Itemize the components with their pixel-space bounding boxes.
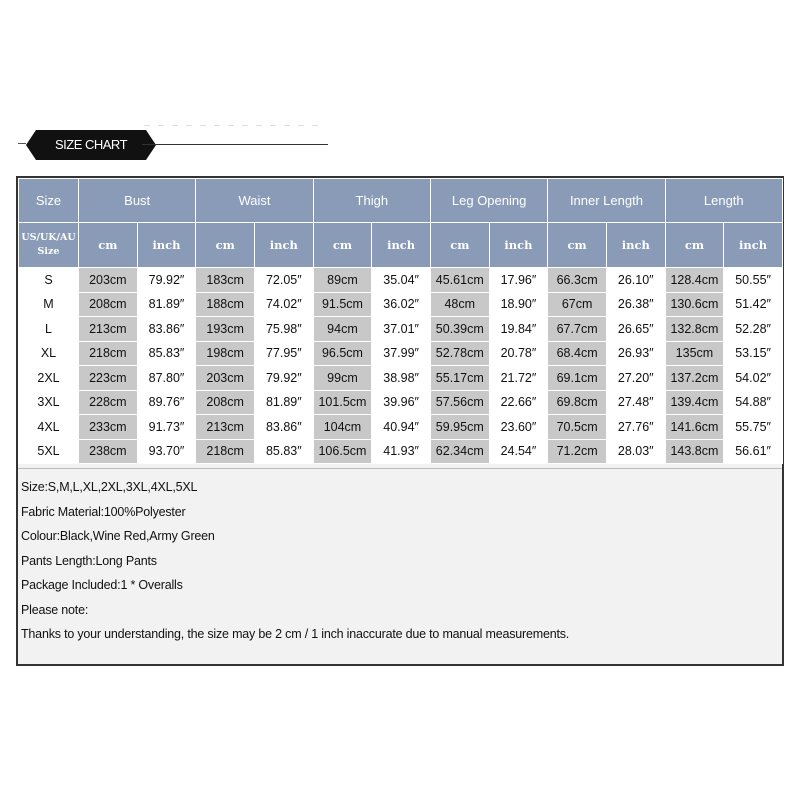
measurement-cell: 213cm (79, 317, 138, 342)
unit-cm-header: cm (665, 223, 724, 268)
size-table-body (19, 268, 783, 464)
measurement-cell: 51.42″ (724, 292, 783, 317)
measurement-cell: 26.93″ (606, 341, 665, 366)
note-line: Pants Length:Long Pants (21, 553, 157, 568)
unit-header-row (19, 223, 783, 268)
region-label: US/UK/AU (21, 232, 76, 243)
group-header-waist: Waist (196, 179, 313, 223)
measurement-cell: 143.8cm (665, 439, 724, 464)
measurement-cell: 20.78″ (489, 341, 548, 366)
measurement-cell: 37.99″ (372, 341, 431, 366)
measurement-cell: 87.80″ (137, 366, 196, 391)
unit-cm-header: cm (196, 223, 255, 268)
measurement-cell: 139.4cm (665, 390, 724, 415)
size-cell: S (19, 268, 79, 293)
banner-dash (18, 143, 26, 144)
measurement-cell: 94cm (313, 317, 372, 342)
measurement-cell: 106.5cm (313, 439, 372, 464)
measurement-cell: 66.3cm (548, 268, 607, 293)
measurement-cell: 74.02″ (254, 292, 313, 317)
note-line: Package Included:1 * Overalls (21, 578, 183, 592)
table-row (19, 317, 783, 342)
measurement-cell: 128.4cm (665, 268, 724, 293)
unit-cm-header: cm (79, 223, 138, 268)
measurement-cell: 208cm (79, 292, 138, 317)
size-cell: 3XL (19, 390, 79, 415)
unit-cm-header: cm (430, 223, 489, 268)
measurement-cell: 77.95″ (254, 341, 313, 366)
size-cell: 4XL (19, 415, 79, 440)
measurement-cell: 17.96″ (489, 268, 548, 293)
measurement-cell: 52.78cm (430, 341, 489, 366)
measurement-cell: 54.02″ (724, 366, 783, 391)
size-table (18, 178, 783, 464)
note-line: Colour:Black,Wine Red,Army Green (21, 529, 215, 543)
measurement-cell: 81.89″ (254, 390, 313, 415)
measurement-cell: 19.84″ (489, 317, 548, 342)
unit-inch-header: inch (372, 223, 431, 268)
size-cell: L (19, 317, 79, 342)
region-size-header (19, 223, 79, 268)
measurement-cell: 71.2cm (548, 439, 607, 464)
measurement-cell: 91.73″ (137, 415, 196, 440)
measurement-cell: 130.6cm (665, 292, 724, 317)
group-header-bust: Bust (79, 179, 196, 223)
unit-inch-header: inch (724, 223, 783, 268)
measurement-cell: 203cm (196, 366, 255, 391)
measurement-cell: 203cm (79, 268, 138, 293)
measurement-cell: 26.65″ (606, 317, 665, 342)
measurement-cell: 223cm (79, 366, 138, 391)
table-row (19, 439, 783, 464)
measurement-cell: 70.5cm (548, 415, 607, 440)
measurement-cell: 55.17cm (430, 366, 489, 391)
measurement-cell: 218cm (196, 439, 255, 464)
table-row (19, 268, 783, 293)
unit-inch-header: inch (254, 223, 313, 268)
measurement-cell: 41.93″ (372, 439, 431, 464)
banner-rule (142, 144, 328, 145)
measurement-cell: 81.89″ (137, 292, 196, 317)
measurement-cell: 39.96″ (372, 390, 431, 415)
unit-cm-header: cm (548, 223, 607, 268)
measurement-cell: 89cm (313, 268, 372, 293)
measurement-cell: 38.98″ (372, 366, 431, 391)
measurement-cell: 53.15″ (724, 341, 783, 366)
measurement-cell: 67cm (548, 292, 607, 317)
table-row (19, 415, 783, 440)
measurement-cell: 54.88″ (724, 390, 783, 415)
measurement-cell: 67.7cm (548, 317, 607, 342)
measurement-cell: 99cm (313, 366, 372, 391)
measurement-cell: 91.5cm (313, 292, 372, 317)
table-row (19, 366, 783, 391)
measurement-cell: 36.02″ (372, 292, 431, 317)
measurement-cell: 198cm (196, 341, 255, 366)
unit-inch-header: inch (489, 223, 548, 268)
measurement-cell: 238cm (79, 439, 138, 464)
measurement-cell: 45.61cm (430, 268, 489, 293)
measurement-cell: 62.34cm (430, 439, 489, 464)
size-header: Size (19, 179, 79, 223)
measurement-cell: 35.04″ (372, 268, 431, 293)
group-header-row (19, 179, 783, 223)
group-header-thigh: Thigh (313, 179, 430, 223)
measurement-cell: 228cm (79, 390, 138, 415)
measurement-cell: 72.05″ (254, 268, 313, 293)
measurement-cell: 83.86″ (137, 317, 196, 342)
measurement-cell: 18.90″ (489, 292, 548, 317)
measurement-cell: 79.92″ (137, 268, 196, 293)
product-notes (18, 468, 782, 647)
measurement-cell: 79.92″ (254, 366, 313, 391)
measurement-cell: 85.83″ (254, 439, 313, 464)
measurement-cell: 89.76″ (137, 390, 196, 415)
banner-faint-dots (144, 125, 324, 126)
table-row (19, 341, 783, 366)
measurement-cell: 193cm (196, 317, 255, 342)
measurement-cell: 93.70″ (137, 439, 196, 464)
measurement-cell: 27.48″ (606, 390, 665, 415)
measurement-cell: 208cm (196, 390, 255, 415)
measurement-cell: 233cm (79, 415, 138, 440)
measurement-cell: 27.76″ (606, 415, 665, 440)
measurement-cell: 75.98″ (254, 317, 313, 342)
measurement-cell: 50.39cm (430, 317, 489, 342)
note-line: Thanks to your understanding, the size may be 2 cm / 1 inch inaccurate due to manual measurements. (21, 627, 570, 641)
measurement-cell: 56.61″ (724, 439, 783, 464)
measurement-cell: 21.72″ (489, 366, 548, 391)
measurement-cell: 27.20″ (606, 366, 665, 391)
measurement-cell: 28.03″ (606, 439, 665, 464)
size-chart-banner (14, 122, 314, 166)
measurement-cell: 22.66″ (489, 390, 548, 415)
table-row (19, 390, 783, 415)
region-size-label: Size (37, 246, 60, 257)
measurement-cell: 132.8cm (665, 317, 724, 342)
measurement-cell: 141.6cm (665, 415, 724, 440)
measurement-cell: 101.5cm (313, 390, 372, 415)
note-line: Please note: (21, 602, 89, 617)
size-cell: 2XL (19, 366, 79, 391)
group-header-length: Length (665, 179, 782, 223)
size-cell: 5XL (19, 439, 79, 464)
measurement-cell: 37.01″ (372, 317, 431, 342)
measurement-cell: 69.8cm (548, 390, 607, 415)
measurement-cell: 24.54″ (489, 439, 548, 464)
size-chart-tag: SIZE CHART (36, 130, 146, 160)
size-cell: XL (19, 341, 79, 366)
table-row (19, 292, 783, 317)
measurement-cell: 104cm (313, 415, 372, 440)
measurement-cell: 218cm (79, 341, 138, 366)
measurement-cell: 26.10″ (606, 268, 665, 293)
size-chart-panel (16, 176, 784, 666)
group-header-inner-length: Inner Length (548, 179, 665, 223)
measurement-cell: 188cm (196, 292, 255, 317)
measurement-cell: 48cm (430, 292, 489, 317)
measurement-cell: 183cm (196, 268, 255, 293)
group-header-leg-opening: Leg Opening (430, 179, 547, 223)
measurement-cell: 40.94″ (372, 415, 431, 440)
measurement-cell: 213cm (196, 415, 255, 440)
measurement-cell: 50.55″ (724, 268, 783, 293)
size-cell: M (19, 292, 79, 317)
measurement-cell: 55.75″ (724, 415, 783, 440)
measurement-cell: 68.4cm (548, 341, 607, 366)
measurement-cell: 137.2cm (665, 366, 724, 391)
unit-inch-header: inch (137, 223, 196, 268)
measurement-cell: 52.28″ (724, 317, 783, 342)
measurement-cell: 96.5cm (313, 341, 372, 366)
measurement-cell: 57.56cm (430, 390, 489, 415)
unit-cm-header: cm (313, 223, 372, 268)
measurement-cell: 135cm (665, 341, 724, 366)
measurement-cell: 23.60″ (489, 415, 548, 440)
measurement-cell: 83.86″ (254, 415, 313, 440)
measurement-cell: 69.1cm (548, 366, 607, 391)
measurement-cell: 26.38″ (606, 292, 665, 317)
unit-inch-header: inch (606, 223, 665, 268)
note-line: Size:S,M,L,XL,2XL,3XL,4XL,5XL (21, 480, 198, 494)
measurement-cell: 85.83″ (137, 341, 196, 366)
note-line: Fabric Material:100%Polyester (21, 504, 186, 519)
measurement-cell: 59.95cm (430, 415, 489, 440)
